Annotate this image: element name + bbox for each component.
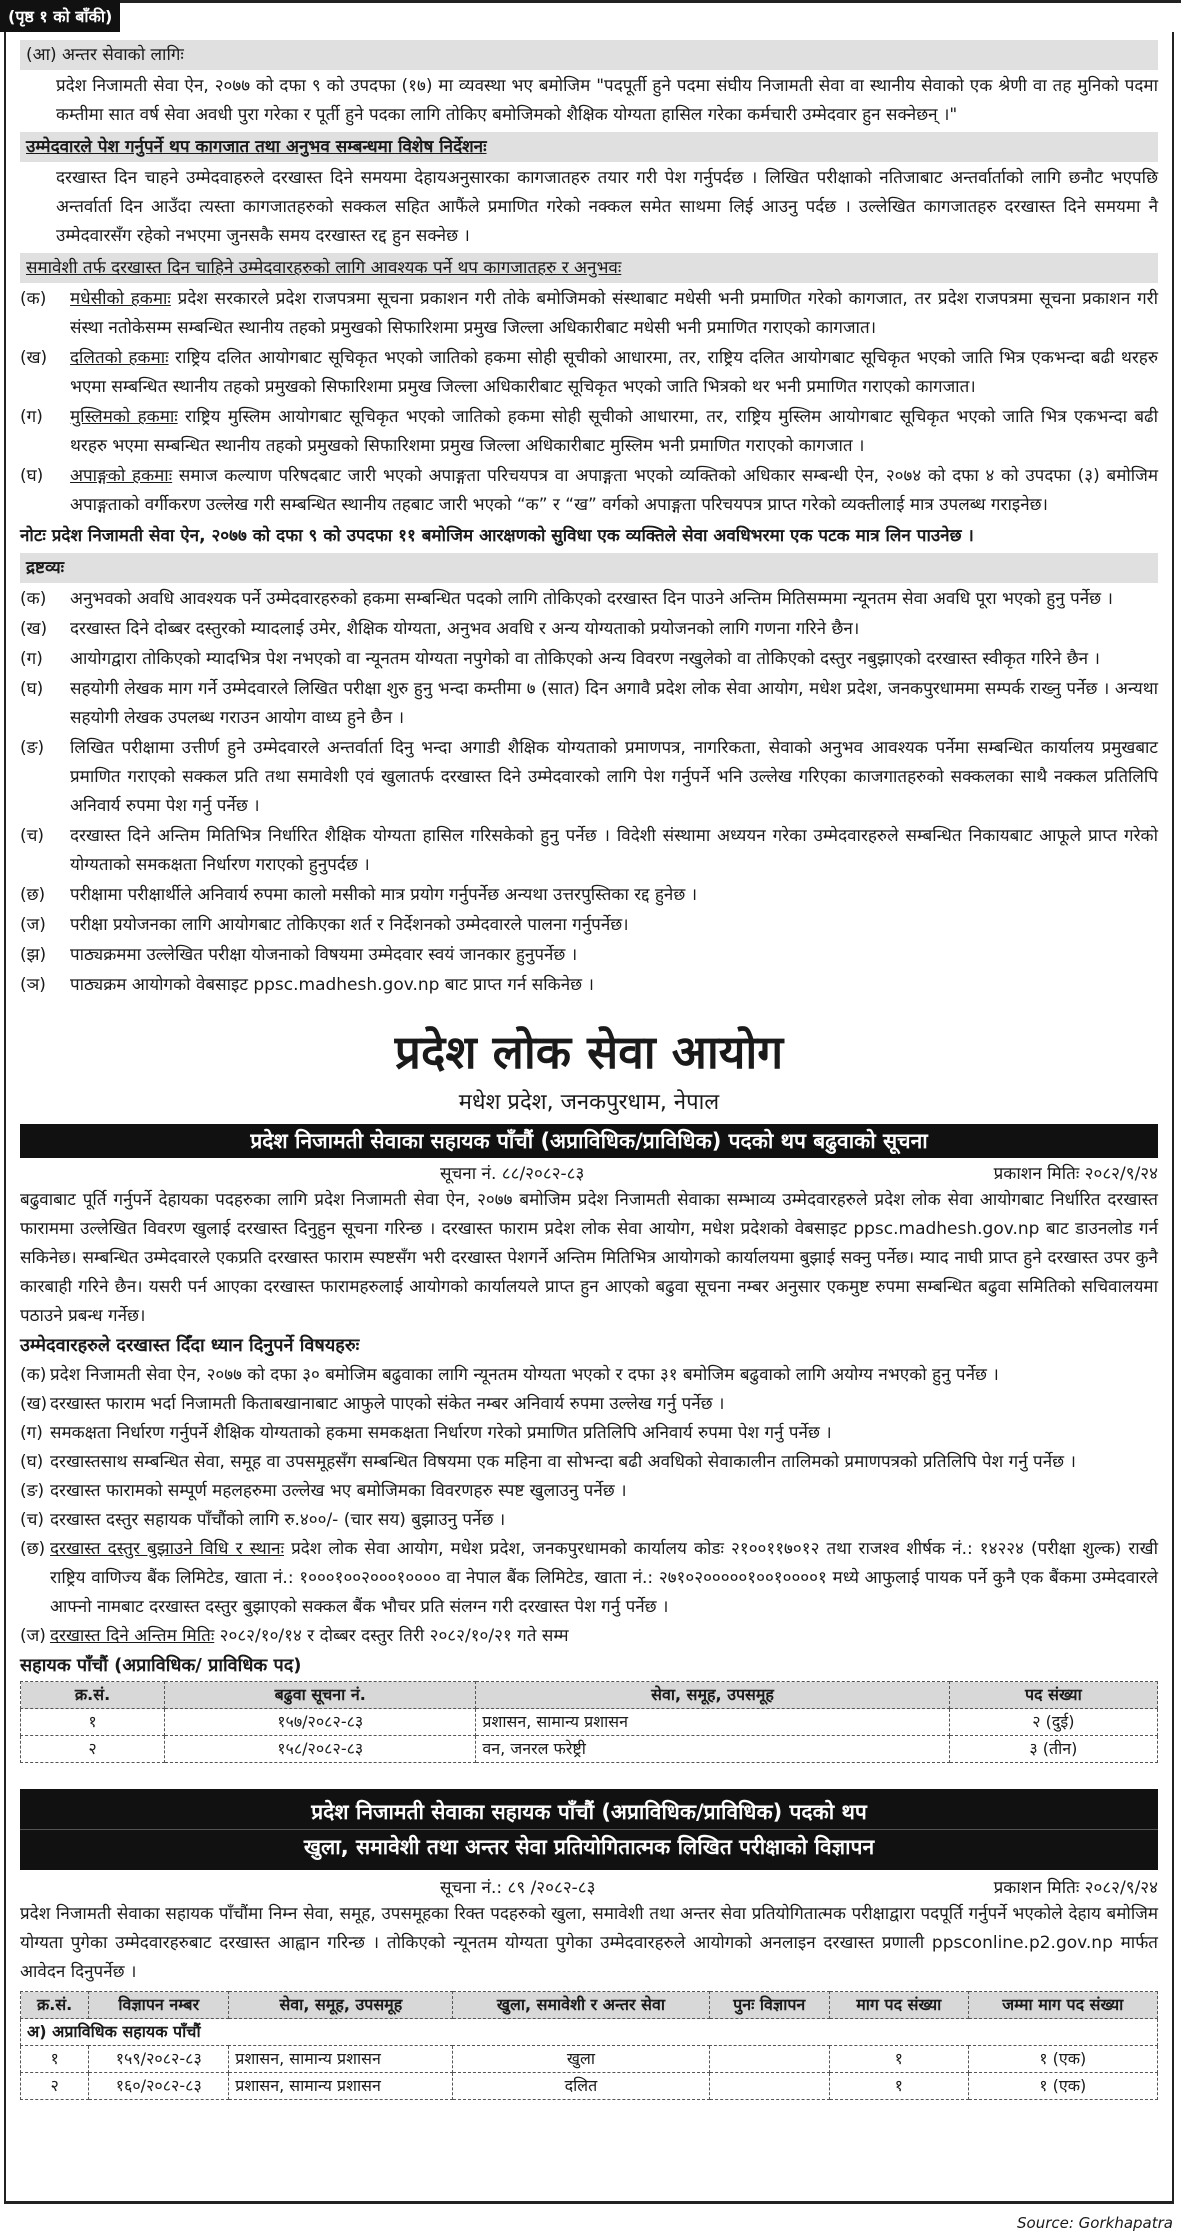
item-marker: (ग) xyxy=(20,1423,43,1443)
list-item xyxy=(20,1419,1158,1448)
item-text xyxy=(50,1622,1158,1651)
list-item xyxy=(20,675,1158,733)
list-item xyxy=(20,911,1158,940)
attention-heading: उम्मेदवारहरुले दरखास्त दिँदा ध्यान दिनुपर्ने विषयहरुः xyxy=(20,1335,360,1356)
special-instructions-text: दरखास्त दिन चाहने उम्मेदवाहरुले दरखास्त दिने समयमा देहायअनुसारका कागजातहरु तयार गरी पेश गर्नुपर्दछ । लिखित परीक्षाको नतिजाबाट अन्तर्वार्ताको लागि छनौट भएपछि अन्तर्वार्ता दिन आउँदा त्यस्ता कागजातहरुको सक्कल सहित आफैंले प्रमाणित गरेको नक्कल समेत साथमा लिई आउनु पर्दछ । उल्लेखित कागजातहरु दरखास्त दिने समयमा नै उम्मेदवारसँग रहेको नभएमा जुनसकै समय दरखास्त रद्द हुन सक्नेछ । xyxy=(56,168,1158,246)
item-label: मुस्लिमको हकमाः xyxy=(70,407,178,427)
item-label: दरखास्त दिने अन्तिम मितिः xyxy=(50,1626,215,1646)
promotion-table xyxy=(20,1681,1158,1763)
item-body: राष्ट्रिय दलित आयोगबाट सूचिकृत भएको जातिको हकमा सोही सूचीको आधारमा, तर, राष्ट्रिय दलित आयोगबाट सूचिकृत भएको जाति भित्र एकभन्दा बढी थरहरु भएमा सम्बन्धित स्थानीय तहको प्रमुखको सिफारिशमा प्रमुख जिल्ला अधिकारीबाट सूचिकृत भएको जाति भित्रको थर भनी प्रमाणित गराएको कागजात। xyxy=(70,348,1158,397)
table-cell: १ xyxy=(21,1709,165,1736)
item-marker: (क) xyxy=(20,589,47,609)
item-text xyxy=(70,881,1158,910)
source-credit: Source: Gorkhapatra xyxy=(1017,2214,1173,2232)
exam-banner xyxy=(20,1789,1158,1870)
table-cell: खुला xyxy=(453,2046,709,2073)
table-cell xyxy=(709,2073,829,2100)
table-cell: १ (एक) xyxy=(968,2073,1157,2100)
inter-service-text: प्रदेश निजामती सेवा ऐन, २०७७ को दफा ९ को उपदफा (१७) मा व्यवस्था भए बमोजिम "पदपूर्ती हुने पदमा संघीय निजामती सेवा वा स्थानीय सेवाको एक श्रेणी वा तह मुनिको पदमा कम्तीमा सात वर्ष सेवा अवधी पुरा गरेका र पूर्ती हुने पदका लागि तोकिए बमोजिमको शैक्षिक योग्यता हासिल गरेका कर्मचारी उम्मेदवार हुन सक्नेछन् ।" xyxy=(56,76,1158,125)
item-text xyxy=(50,1535,1158,1622)
table-cell: दलित xyxy=(453,2073,709,2100)
page-continuation-tag: (पृष्ठ १ को बाँकी) xyxy=(0,0,120,32)
list-item xyxy=(20,822,1158,880)
inclusive-list xyxy=(20,285,1158,520)
item-text xyxy=(70,403,1158,461)
item-marker: (ज) xyxy=(20,1626,46,1646)
list-item xyxy=(20,1506,1158,1535)
list-item xyxy=(20,941,1158,970)
item-label: मधेसीको हकमाः xyxy=(70,289,171,309)
item-text xyxy=(50,1390,1158,1419)
list-item xyxy=(20,585,1158,614)
list-item xyxy=(20,971,1158,1000)
notice-frame xyxy=(4,32,1174,2204)
table-row xyxy=(21,1709,1158,1736)
table-cell: २ xyxy=(21,2073,89,2100)
exam-intro: प्रदेश निजामती सेवाका सहायक पाँचौंमा निम्न सेवा, समूह, उपसमूहका रिक्त पदहरुको खुला, समावेशी तथा अन्तर सेवा प्रतियोगितात्मक परीक्षाद्वारा पदपूर्ति गर्नुपर्ने भएकोले देहाय बमोजिम योग्यता पुगेका उम्मेदवारहरुबाट दरखास्त आह्वान गरिन्छ । तोकिएको न्यूनतम योग्यता पुगेका उम्मेदवारहरुले आयोगको अनलाइन दरखास्त प्रणाली ppsconline.p2.gov.np मार्फत आवेदन दिनुपर्नेछ । xyxy=(20,1904,1158,1982)
item-marker: (क) xyxy=(20,1365,47,1385)
table-cell xyxy=(709,2046,829,2073)
table-cell: १६०/२०८२-८३ xyxy=(89,2073,229,2100)
item-text xyxy=(70,941,1158,970)
list-item xyxy=(20,1535,1158,1622)
item-text xyxy=(70,911,1158,940)
table-cell: १५७/२०८२-८३ xyxy=(165,1709,476,1736)
column-header: क्र.सं. xyxy=(21,1992,89,2019)
table-row xyxy=(21,1736,1158,1763)
inclusive-heading xyxy=(20,253,1158,283)
item-body: सहयोगी लेखक माग गर्ने उम्मेदवारले लिखित परीक्षा शुरु हुनु भन्दा कम्तीमा ७ (सात) दिन अगावै प्रदेश लोक सेवा आयोग, मधेश प्रदेश, जनकपुरधाममा सम्पर्क राख्नु पर्नेछ । अन्यथा सहयोगी लेखक उपलब्ध गराउन आयोग वाध्य हुने छैन । xyxy=(70,679,1158,728)
item-marker: (छ) xyxy=(20,1539,46,1559)
list-item xyxy=(20,403,1158,461)
inter-service-heading: (आ) अन्तर सेवाको लागिः xyxy=(20,40,1158,70)
item-body: दरखास्तसाथ सम्बन्धित सेवा, समूह वा उपसमूहसँग सम्बन्धित विषयमा एक महिना वा सोभन्दा बढी अवधिको सेवाकालीन तालिमको प्रमाणपत्रको प्रतिलिपि पेश गर्नु पर्नेछ । xyxy=(50,1452,1076,1472)
item-marker: (ग) xyxy=(20,649,43,669)
item-text xyxy=(50,1477,1158,1506)
item-text xyxy=(70,675,1158,733)
notes-heading: द्रष्टव्यः xyxy=(20,553,1158,583)
column-header: खुला, समावेशी र अन्तर सेवा xyxy=(453,1992,709,2019)
commission-title: प्रदेश लोक सेवा आयोग xyxy=(394,1025,784,1079)
item-marker: (ज) xyxy=(20,915,46,935)
special-instructions-heading: उम्मेदवारले पेश गर्नुपर्ने थप कागजात तथा अनुभव सम्बन्धमा विशेष निर्देशनः xyxy=(20,132,1158,162)
item-marker: (ख) xyxy=(20,1394,48,1414)
item-marker: (घ) xyxy=(20,1452,44,1472)
table-cell: १ (एक) xyxy=(968,2046,1157,2073)
item-body: परीक्षामा परीक्षार्थीले अनिवार्य रुपमा कालो मसीको मात्र प्रयोग गर्नुपर्नेछ अन्यथा उत्तरपुस्तिका रद्द हुनेछ । xyxy=(70,885,698,905)
list-item xyxy=(20,881,1158,910)
item-marker: (च) xyxy=(20,1510,45,1530)
column-header: विज्ञापन नम्बर xyxy=(89,1992,229,2019)
item-body: पाठ्यक्रम आयोगको वेबसाइट ppsc.madhesh.gov.np बाट प्राप्त गर्न सकिनेछ । xyxy=(70,975,594,995)
item-text xyxy=(70,645,1158,674)
item-text xyxy=(50,1506,1158,1535)
item-label: अपाङ्गको हकमाः xyxy=(70,466,173,486)
item-marker: (झ) xyxy=(20,945,47,965)
item-marker: (क) xyxy=(20,289,47,309)
promotion-meta xyxy=(20,1162,1158,1186)
list-item xyxy=(20,615,1158,644)
item-text xyxy=(70,971,1158,1000)
list-item xyxy=(20,645,1158,674)
item-text xyxy=(70,462,1158,520)
column-header: क्र.सं. xyxy=(21,1682,165,1709)
item-marker: (घ) xyxy=(20,466,44,486)
item-body: अनुभवको अवधि आवश्यक पर्ने उम्मेदवारहरुको हकमा सम्बन्धित पदको लागि तोकिएको दरखास्त दिन पाउने अन्तिम मितिसम्ममा न्यूनतम सेवा अवधि पूरा भएको हुनु पर्नेछ । xyxy=(70,589,1113,609)
table-cell: वन, जनरल फरेष्ट्री xyxy=(476,1736,949,1763)
item-body: दरखास्त दिने दोब्बर दस्तुरको म्यादलाई उमेर, शैक्षिक योग्यता, अनुभव अवधि र अन्य योग्यताको प्रयोजनको लागि गणना गरिने छैन। xyxy=(70,619,860,639)
column-header: सेवा, समूह, उपसमूह xyxy=(229,1992,453,2019)
item-body: राष्ट्रिय मुस्लिम आयोगबाट सूचिकृत भएको जातिको हकमा सोही सूचीको आधारमा, तर, राष्ट्रिय मुस्लिम आयोगबाट सूचिकृत भएको जाति भित्र एकभन्दा बढी थरहरु भएमा सम्बन्धित स्थानीय तहको प्रमुखको सिफारिशमा प्रमुख जिल्ला अधिकारीबाट मुस्लिम भनी प्रमाणित गराएको कागजात । xyxy=(70,407,1158,456)
promotion-intro: बढुवाबाट पूर्ति गर्नुपर्ने देहायका पदहरुका लागि प्रदेश निजामती सेवा ऐन, २०७७ बमोजिम प्रदेश निजामती सेवाका सम्भाव्य उम्मेदवारहरुले प्रदेश लोक सेवा आयोगबाट निर्धारित दरखास्त फाराममा उल्लेखित विवरण खुलाई दरखास्त दिनुहुन सूचना गरिन्छ । दरखास्त फाराम प्रदेश लोक सेवा आयोग, मधेश प्रदेशको वेबसाइट ppsc.madhesh.gov.np बाट डाउनलोड गर्न सकिनेछ। सम्बन्धित उम्मेदवारले एकप्रति दरखास्त फाराम स्पष्टसँग भरी दरखास्त पेशगर्ने अन्तिम मितिभित्र आयोगको कार्यालयमा बुझाई सक्नु पर्नेछ। म्याद नाघी प्राप्त हुने दरखास्त उपर कुनै कारबाही गरिने छैन। यसरी पर्न आएका दरखास्त फारामहरुलाई आयोगको कार्यालयले प्राप्त हुन आएको बढुवा सूचना नम्बर अनुसार एकमुष्ट रुपमा सम्बन्धित बढुवा समितिको सचिवालयमा पठाउने प्रबन्ध गर्नेछ। xyxy=(20,1190,1158,1326)
item-body: पाठ्यक्रममा उल्लेखित परीक्षा योजनाको विषयमा उम्मेदवार स्वयं जानकार हुनुपर्नेछ । xyxy=(70,945,578,965)
exam-notice-number: सूचना नं.: ८९ /२०८२-८३ xyxy=(440,1878,596,1898)
item-text xyxy=(70,285,1158,343)
item-body: दरखास्त दस्तुर सहायक पाँचौंको लागि रु.४००/- (चार सय) बुझाउनु पर्नेछ । xyxy=(50,1510,506,1530)
item-body: परीक्षा प्रयोजनका लागि आयोगबाट तोकिएका शर्त र निर्देशनको उम्मेदवारले पालना गर्नुपर्नेछ। xyxy=(70,915,629,935)
list-item xyxy=(20,1390,1158,1419)
item-body: समाज कल्याण परिषदबाट जारी भएको अपाङ्गता परिचयपत्र वा अपाङ्गता भएको व्यक्तिको अधिकार सम्बन्धी ऐन, २०७४ को दफा ४ को उपदफा (३) बमोजिम अपाङ्गताको वर्गीकरण उल्लेख गरी सम्बन्धित स्थानीय तहबाट जारी भएको “क” र “ख” वर्गको अपाङ्गता परिचयपत्र प्राप्त गरेको व्यक्तीलाई मात्र उपलब्ध गराइनेछ। xyxy=(70,466,1158,515)
list-item xyxy=(20,344,1158,402)
item-body: दरखास्त दिने अन्तिम मितिभित्र निर्धारित शैक्षिक योग्यता हासिल गरिसकेको हुनु पर्नेछ । विदेशी संस्थामा अध्ययन गरेका उम्मेदवारहरुले सम्बन्धित निकायबाट आफूले प्राप्त गरेको योग्यताको समकक्षता निर्धारण गराएको हुनुपर्दछ । xyxy=(70,826,1158,875)
item-text xyxy=(70,734,1158,821)
exam-meta xyxy=(20,1876,1158,1900)
item-marker: (ख) xyxy=(20,619,48,639)
inclusive-heading-text: समावेशी तर्फ दरखास्त दिन चाहिने उम्मेदवारहरुको लागि आवश्यक पर्ने थप कागजातहरु र अनुभवः xyxy=(26,258,622,278)
item-body: समकक्षता निर्धारण गर्नुपर्ने शैक्षिक योग्यताको हकमा समकक्षता निर्धारण गरेको प्रमाणित प्रतिलिपि अनिवार्य रुपमा पेश गर्नु पर्नेछ । xyxy=(50,1423,832,1443)
promotion-banner: प्रदेश निजामती सेवाका सहायक पाँचौं (अप्राविधिक/प्राविधिक) पदको थप बढुवाको सूचना xyxy=(20,1124,1158,1158)
item-body: लिखित परीक्षामा उत्तीर्ण हुने उम्मेदवारले अन्तर्वार्ता दिनु भन्दा अगाडी शैक्षिक योग्यताको प्रमाणपत्र, नागरिकता, सेवाको अनुभव आवश्यक पर्नेमा सम्बन्धित कार्यालय प्रमुखबाट प्रमाणित गराएको सक्कल प्रति तथा समावेशी एवं खुलातर्फ दरखास्त दिने उम्मेदवारको लागि पेश गर्नुपर्ने भनि उल्लेख गरिएका काजगातहरुको सक्कलका साथै नक्कल प्रतिलिपि अनिवार्य रुपमा पेश गर्नु पर्नेछ । xyxy=(70,738,1158,816)
exam-banner-line-2: खुला, समावेशी तथा अन्तर सेवा प्रतियोगितात्मक लिखित परीक्षाको विज्ञापन xyxy=(303,1835,875,1859)
list-item xyxy=(20,462,1158,520)
top-rule xyxy=(0,0,1181,3)
item-label: दलितको हकमाः xyxy=(70,348,169,368)
item-marker: (घ) xyxy=(20,679,44,699)
item-body: दरखास्त फारामको सम्पूर्ण महलहरुमा उल्लेख भए बमोजिमका विवरणहरु स्पष्ट खुलाउनु पर्नेछ । xyxy=(50,1481,627,1501)
table-cell: प्रशासन, सामान्य प्रशासन xyxy=(229,2073,453,2100)
item-marker: (च) xyxy=(20,826,45,846)
commission-subtitle: मधेश प्रदेश, जनकपुरधाम, नेपाल xyxy=(458,1090,720,1115)
table-cell: १५८/२०८२-८३ xyxy=(165,1736,476,1763)
column-header: जम्मा माग पद संख्या xyxy=(968,1992,1157,2019)
exam-publish-date: प्रकाशन मितिः २०८२/९/२४ xyxy=(993,1878,1158,1898)
item-marker: (ङ) xyxy=(20,1481,45,1501)
item-marker: (ञ) xyxy=(20,975,46,995)
reservation-note: नोटः प्रदेश निजामती सेवा ऐन, २०७७ को दफा ९ को उपदफा ११ बमोजिम आरक्षणको सुविधा एक व्यक्तिले सेवा अवधिभरमा एक पटक मात्र लिन पाउनेछ । xyxy=(20,526,974,546)
list-item xyxy=(20,734,1158,821)
table-cell: १ xyxy=(829,2073,968,2100)
table-cell: प्रशासन, सामान्य प्रशासन xyxy=(229,2046,453,2073)
list-item xyxy=(20,1477,1158,1506)
item-marker: (छ) xyxy=(20,885,46,905)
item-text xyxy=(70,585,1158,614)
table-row xyxy=(21,2046,1158,2073)
notes-list xyxy=(20,585,1158,1000)
table-cell: १ xyxy=(829,2046,968,2073)
column-header: बढुवा सूचना नं. xyxy=(165,1682,476,1709)
item-body: प्रदेश निजामती सेवा ऐन, २०७७ को दफा ३० बमोजिम बढुवाका लागि न्यूनतम योग्यता भएको र दफा ३१ बमोजिम बढुवाको लागि अयोग्य नभएको हुनु पर्नेछ । xyxy=(50,1365,999,1385)
list-item xyxy=(20,1361,1158,1390)
item-body: दरखास्त फाराम भर्दा निजामती किताबखानाबाट आफुले पाएको संकेत नम्बर अनिवार्य रुपमा उल्लेख गर्नु पर्नेछ । xyxy=(50,1394,725,1414)
column-header: पुनः विज्ञापन xyxy=(709,1992,829,2019)
item-text xyxy=(50,1448,1158,1477)
column-header: माग पद संख्या xyxy=(829,1992,968,2019)
item-body: २०८२/१०/१४ र दोब्बर दस्तुर तिरी २०८२/१०/२१ गते सम्म xyxy=(214,1626,569,1646)
item-marker: (ग) xyxy=(20,407,43,427)
promotion-table-heading: सहायक पाँचौं (अप्राविधिक/ प्राविधिक पद) xyxy=(20,1655,302,1676)
exam-banner-line-1: प्रदेश निजामती सेवाका सहायक पाँचौं (अप्राविधिक/प्राविधिक) पदको थप xyxy=(20,1795,1158,1830)
item-body: प्रदेश लोक सेवा आयोग, मधेश प्रदेश, जनकपुरधामको कार्यालय कोडः २१००११७०१२ तथा राजश्व शीर्षक नं.: १४२२४ (परीक्षा शुल्क) राखी राष्ट्रिय वाणिज्य बैंक लिमिटेड, खाता नं.: १०००१००२०००१०००० वा नेपाल बैंक लिमिटेड, खाता नं.: २७१०२०००००१००१००००१ मध्ये आफुलाई पायक पर्ने कुनै एक बैंकमा उम्मेदवारले आफ्नो नामबाट दरखास्त दस्तुर बुझाएको सक्कल बैंक भौचर प्रति संलग्न गरी दरखास्त पेश गर्नु पर्नेछ । xyxy=(50,1539,1158,1617)
list-item xyxy=(20,285,1158,343)
group-label: अ) अप्राविधिक सहायक पाँचौं xyxy=(21,2019,1158,2046)
item-text xyxy=(50,1361,1158,1390)
item-text xyxy=(70,615,1158,644)
list-item xyxy=(20,1622,1158,1651)
table-group-row xyxy=(21,2019,1158,2046)
exam-table xyxy=(20,1991,1158,2100)
list-item xyxy=(20,1448,1158,1477)
table-cell: १ xyxy=(21,2046,89,2073)
item-text xyxy=(70,822,1158,880)
column-header: सेवा, समूह, उपसमूह xyxy=(476,1682,949,1709)
item-label: दरखास्त दस्तुर बुझाउने विधि र स्थानः xyxy=(50,1539,284,1559)
column-header: पद संख्या xyxy=(949,1682,1157,1709)
table-cell: ३ (तीन) xyxy=(949,1736,1157,1763)
table-cell: २ xyxy=(21,1736,165,1763)
item-body: प्रदेश सरकारले प्रदेश राजपत्रमा सूचना प्रकाशन गरी तोके बमोजिमको संस्थाबाट मधेसी भनी प्रमाणित गरेको कागजात, तर प्रदेश राजपत्रमा सूचना प्रकाशन गरी संस्था नतोकेसम्म सम्बन्धित स्थानीय तहको प्रमुखको सिफारिशमा प्रमुख जिल्ला अधिकारीबाट मधेसी भनी प्रमाणित गराएको कागजात। xyxy=(70,289,1158,338)
table-cell: २ (दुई) xyxy=(949,1709,1157,1736)
item-marker: (ङ) xyxy=(20,738,45,758)
promotion-notice-number: सूचना नं. ८८/२०८२-८३ xyxy=(440,1164,585,1184)
item-body: आयोगद्वारा तोकिएको म्यादभित्र पेश नभएको वा न्यूनतम योग्यता नपुगेको वा तोकिएको अन्य विवरण नखुलेको वा तोकिएको दस्तुर नबुझाएको दरखास्त स्वीकृत गरिने छैन । xyxy=(70,649,1100,669)
promotion-publish-date: प्रकाशन मितिः २०८२/९/२४ xyxy=(993,1164,1158,1184)
table-cell: १५९/२०८२-८३ xyxy=(89,2046,229,2073)
table-cell: प्रशासन, सामान्य प्रशासन xyxy=(476,1709,949,1736)
item-text xyxy=(70,344,1158,402)
item-text xyxy=(50,1419,1158,1448)
promotion-items xyxy=(20,1361,1158,1651)
table-row xyxy=(21,2073,1158,2100)
item-marker: (ख) xyxy=(20,348,48,368)
